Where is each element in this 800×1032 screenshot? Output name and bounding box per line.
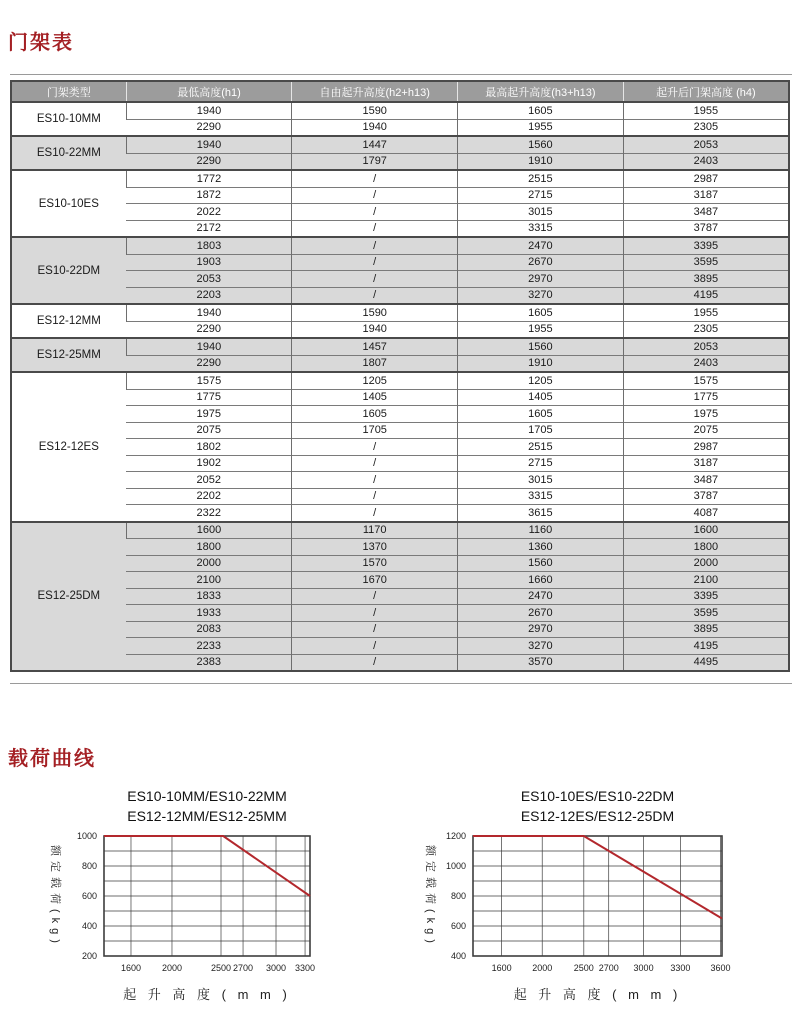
value-cell: 2515 [458,170,624,187]
value-cell: 2022 [126,204,292,221]
value-cell: 1803 [126,237,292,254]
value-cell: 2203 [126,287,292,304]
value-cell: 2970 [458,271,624,288]
value-cell: 2383 [126,654,292,671]
y-tick-label: 1000 [76,831,97,841]
value-cell: 2290 [126,355,292,372]
table-row [11,488,789,505]
value-cell: 2403 [623,355,789,372]
load-chart-left [40,782,400,1022]
value-cell: 2970 [458,621,624,638]
model-cell: ES12-12MM [11,304,126,338]
value-cell: 3270 [458,638,624,655]
value-cell: 2670 [458,605,624,622]
value-cell: 2052 [126,472,292,489]
value-cell: 3895 [623,621,789,638]
value-cell: 1705 [458,422,624,439]
value-cell: 1775 [623,389,789,406]
table-row [11,102,789,119]
value-cell: 1955 [458,321,624,338]
value-cell: 2075 [623,422,789,439]
mast-table-header-row [11,81,789,102]
chart-title-line2: ES12-12MM/ES12-25MM [127,808,287,824]
value-cell: 1975 [126,406,292,423]
header-cell: 起升后门架高度 (h4) [623,81,789,102]
value-cell: 2403 [623,153,789,170]
value-cell: 1975 [623,406,789,423]
value-cell: 1457 [292,338,458,355]
value-cell: / [292,455,458,472]
chart-title-line1: ES10-10MM/ES10-22MM [127,788,287,804]
value-cell: 1590 [292,304,458,321]
axis-tick-labels [446,831,731,973]
value-cell: 2305 [623,321,789,338]
table-row [11,321,789,338]
value-cell: / [292,237,458,254]
model-cell: ES10-22DM [11,237,126,304]
x-tick-label: 2700 [598,963,619,973]
y-axis-title: 额定载荷(kg) [424,845,436,948]
table-row [11,389,789,406]
x-tick-label: 2500 [210,963,232,973]
value-cell: / [292,187,458,204]
value-cell: 1170 [292,522,458,539]
value-cell: 1772 [126,170,292,187]
value-cell: 1370 [292,539,458,556]
value-cell: 1872 [126,187,292,204]
value-cell: 1955 [623,304,789,321]
table-row [11,588,789,605]
y-tick-label: 1000 [445,861,466,871]
table-row [11,439,789,456]
value-cell: 2053 [126,271,292,288]
value-cell: 1940 [126,102,292,119]
value-cell: 2000 [623,555,789,572]
value-cell: / [292,220,458,237]
value-cell: 4195 [623,287,789,304]
value-cell: 1940 [126,338,292,355]
x-tick-label: 2000 [532,963,553,973]
value-cell: 3315 [458,488,624,505]
value-cell: 1447 [292,136,458,153]
value-cell: 1807 [292,355,458,372]
value-cell: 1405 [292,389,458,406]
value-cell: 2987 [623,170,789,187]
divider-line [10,683,792,684]
table-row [11,187,789,204]
value-cell: 2715 [458,187,624,204]
value-cell: 1940 [292,321,458,338]
value-cell: 1903 [126,254,292,271]
value-cell: / [292,271,458,288]
value-cell: / [292,654,458,671]
value-cell: 1575 [623,372,789,389]
table-row [11,406,789,423]
mast-table-body [11,102,789,671]
value-cell: 1560 [458,555,624,572]
table-row [11,372,789,389]
value-cell: 1940 [126,136,292,153]
value-cell: 3570 [458,654,624,671]
value-cell: 3895 [623,271,789,288]
value-cell: 2075 [126,422,292,439]
value-cell: / [292,287,458,304]
value-cell: 3395 [623,588,789,605]
value-cell: 2470 [458,588,624,605]
load-curve-line [473,836,722,919]
value-cell: 1800 [623,539,789,556]
value-cell: 1940 [292,119,458,136]
chart-title [104,782,310,830]
header-cell: 自由起升高度(h2+h13) [292,81,458,102]
y-tick-label: 600 [81,891,97,901]
value-cell: 1600 [126,522,292,539]
table-row [11,555,789,572]
value-cell: 1910 [458,355,624,372]
table-row [11,304,789,321]
table-row [11,505,789,522]
value-cell: 4495 [623,654,789,671]
value-cell: 1802 [126,439,292,456]
value-cell: 2987 [623,439,789,456]
value-cell: 2305 [623,119,789,136]
value-cell: 1560 [458,136,624,153]
value-cell: 1775 [126,389,292,406]
grid-lines [104,836,310,956]
mast-table [10,80,790,672]
mast-table-section-title: 门架表 [8,32,74,54]
x-tick-label: 3300 [670,963,691,973]
value-cell: 3187 [623,455,789,472]
x-tick-label: 1600 [491,963,512,973]
value-cell: 1205 [292,372,458,389]
table-row [11,153,789,170]
value-cell: / [292,254,458,271]
value-cell: 3270 [458,287,624,304]
x-tick-label: 1600 [120,963,142,973]
value-cell: 3787 [623,488,789,505]
value-cell: 1405 [458,389,624,406]
value-cell: 1605 [458,102,624,119]
y-tick-label: 800 [81,861,97,871]
value-cell: 1575 [126,372,292,389]
value-cell: / [292,621,458,638]
value-cell: 1910 [458,153,624,170]
value-cell: / [292,472,458,489]
value-cell: / [292,605,458,622]
value-cell: 1797 [292,153,458,170]
value-cell: 1833 [126,588,292,605]
chart-plot-mount [415,830,775,980]
x-tick-label: 3000 [633,963,654,973]
value-cell: 3015 [458,204,624,221]
value-cell: / [292,439,458,456]
value-cell: 1955 [458,119,624,136]
value-cell: 3395 [623,237,789,254]
model-cell: ES12-25MM [11,338,126,372]
table-row [11,204,789,221]
value-cell: 1670 [292,572,458,589]
value-cell: / [292,204,458,221]
value-cell: 1605 [458,304,624,321]
x-tick-label: 3600 [710,963,731,973]
value-cell: 3487 [623,472,789,489]
table-row [11,119,789,136]
value-cell: 1933 [126,605,292,622]
value-cell: 2053 [623,338,789,355]
chart-title-line1: ES10-10ES/ES10-22DM [520,788,675,804]
table-row [11,522,789,539]
y-tick-label: 600 [450,921,466,931]
x-tick-label: 2500 [573,963,594,973]
header-cell: 最低高度(h1) [126,81,292,102]
value-cell: 3015 [458,472,624,489]
table-row [11,455,789,472]
y-tick-label: 400 [450,951,466,961]
y-tick-label: 800 [450,891,466,901]
value-cell: 1605 [292,406,458,423]
table-row [11,220,789,237]
value-cell: / [292,638,458,655]
value-cell: 2290 [126,321,292,338]
value-cell: 3615 [458,505,624,522]
value-cell: 1570 [292,555,458,572]
value-cell: 2053 [623,136,789,153]
model-cell: ES10-10ES [11,170,126,237]
table-row [11,621,789,638]
value-cell: / [292,488,458,505]
table-row [11,170,789,187]
table-row [11,572,789,589]
value-cell: / [292,588,458,605]
table-row [11,654,789,671]
value-cell: 1205 [458,372,624,389]
x-tick-label: 2700 [233,963,254,973]
value-cell: 3787 [623,220,789,237]
load-curve-section-title: 载荷曲线 [8,748,96,770]
value-cell: 2515 [458,439,624,456]
value-cell: 4087 [623,505,789,522]
table-row [11,338,789,355]
value-cell: 2290 [126,153,292,170]
value-cell: 2290 [126,119,292,136]
value-cell: 2470 [458,237,624,254]
y-tick-label: 1200 [445,831,466,841]
value-cell: 2100 [623,572,789,589]
value-cell: / [292,505,458,522]
value-cell: 4195 [623,638,789,655]
divider-line [10,74,792,75]
value-cell: 2670 [458,254,624,271]
value-cell: 1590 [292,102,458,119]
axis-tick-labels [77,831,315,973]
value-cell: 1660 [458,572,624,589]
y-tick-label: 400 [81,921,97,931]
table-row [11,638,789,655]
x-axis-title: 起 升 高 度 ( m m ) [513,987,682,1002]
load-chart-svg [40,830,370,980]
table-row [11,422,789,439]
value-cell: 2233 [126,638,292,655]
value-cell: 2715 [458,455,624,472]
model-cell: ES10-10MM [11,102,126,136]
y-axis-title: 额定载荷(kg) [49,845,61,948]
model-cell: ES12-12ES [11,372,126,522]
value-cell: 1705 [292,422,458,439]
value-cell: 3315 [458,220,624,237]
value-cell: 2202 [126,488,292,505]
table-row [11,254,789,271]
table-row [11,287,789,304]
value-cell: / [292,170,458,187]
chart-title-line2: ES12-12ES/ES12-25DM [520,808,675,824]
value-cell: 1560 [458,338,624,355]
value-cell: 1600 [623,522,789,539]
value-cell: 1360 [458,539,624,556]
chart-plot-mount [40,830,400,980]
x-tick-label: 3300 [295,963,316,973]
value-cell: 2322 [126,505,292,522]
load-chart-svg [415,830,737,980]
value-cell: 3595 [623,605,789,622]
x-axis-title: 起 升 高 度 ( m m ) [123,987,291,1002]
value-cell: 1902 [126,455,292,472]
value-cell: 2100 [126,572,292,589]
table-row [11,237,789,254]
chart-title [473,782,722,830]
table-row [11,539,789,556]
value-cell: 3187 [623,187,789,204]
value-cell: 2000 [126,555,292,572]
table-row [11,136,789,153]
model-cell: ES10-22MM [11,136,126,170]
value-cell: 2172 [126,220,292,237]
value-cell: 1160 [458,522,624,539]
value-cell: 2083 [126,621,292,638]
load-chart-right [415,782,775,1022]
table-row [11,605,789,622]
value-cell: 1605 [458,406,624,423]
x-tick-label: 3000 [265,963,287,973]
x-tick-label: 2000 [161,963,182,973]
value-cell: 3487 [623,204,789,221]
model-cell: ES12-25DM [11,522,126,672]
table-row [11,472,789,489]
table-row [11,355,789,372]
table-row [11,271,789,288]
value-cell: 1940 [126,304,292,321]
header-cell: 最高起升高度(h3+h13) [458,81,624,102]
header-cell: 门架类型 [11,81,126,102]
value-cell: 3595 [623,254,789,271]
value-cell: 1800 [126,539,292,556]
y-tick-label: 200 [81,951,97,961]
value-cell: 1955 [623,102,789,119]
